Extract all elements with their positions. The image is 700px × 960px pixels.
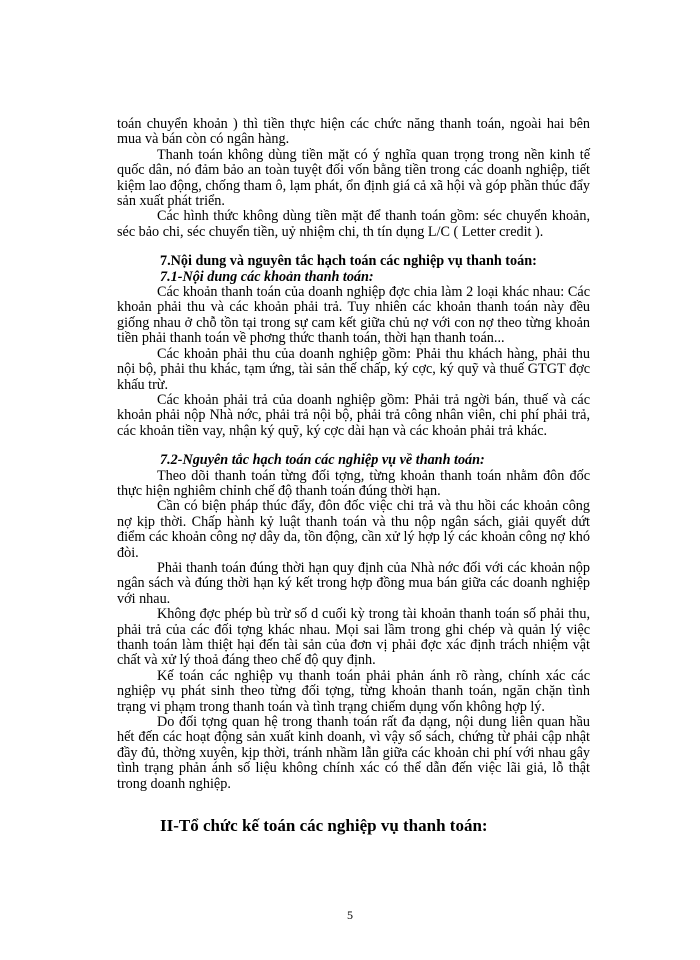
paragraph: Không đợc phép bù trừ số d cuối kỳ trong tài khoản thanh toán số phải thu, phải trả của các đối tợng khác nhau. Mọi sai lầm trong ghi chép và quản lý việc thanh toán làm thiệt hại đến tài sản của đơn vị phải đợc xác định trách nhiệm vật chất và xử lý thoả đáng theo chế độ quy định. — [117, 606, 590, 669]
page-number: 5 — [347, 908, 353, 922]
paragraph: Các khoản thanh toán của doanh nghiệp đợc chia làm 2 loại khác nhau: Các khoản phải thu và các khoản phải trả. Tuy nhiên các khoản thanh toán này đều giống nhau ở chỗ tồn tại trong sự cam kết giữa chủ nợ với con nợ theo từng khoản tiền phải thanh toán về phơng thức thanh toán, thời hạn thanh toán... — [117, 284, 590, 347]
paragraph: Cần có biện pháp thúc đẩy, đôn đốc việc chi trả và thu hồi các khoản công nợ kịp thời. Chấp hành kỷ luật thanh toán và thu nộp ngân sách, giải quyết dứt điểm các khoản công nợ dây da, tồn động, cần xử lý hợp lý các khoản công nợ khó đòi. — [117, 498, 590, 561]
chapter-heading: II-Tổ chức kế toán các nghiệp vụ thanh toán: — [160, 816, 488, 836]
paragraph: Các khoản phải thu của doanh nghiệp gồm: Phải thu khách hàng, phải thu nội bộ, phải thu khác, tạm ứng, tài sản thế chấp, ký cợc, ký quỹ và thuế GTGT đợc khấu trừ. — [117, 345, 590, 393]
paragraph: Các khoản phải trả của doanh nghiệp gồm: Phải trả ngời bán, thuế và các khoản phải nộp Nhà nớc, phải trả nội bộ, phải trả công nhân viên, chi phí phải trả, các khoản tiền vay, nhận ký quỹ, ký cợc dài hạn và các khoản phải trả khác. — [117, 391, 590, 439]
paragraph: toán chuyển khoản ) thì tiền thực hiện các chức năng thanh toán, ngoài hai bên mua và bán còn có ngân hàng. — [117, 116, 590, 148]
paragraph: Theo dõi thanh toán từng đối tợng, từng khoản thanh toán nhằm đôn đốc thực hiện nghiêm chỉnh chế độ thanh toán đúng thời hạn. — [117, 467, 590, 499]
paragraph: Thanh toán không dùng tiền mặt có ý nghĩa quan trọng trong nền kinh tế quốc dân, nó đảm bảo an toàn tuyệt đối vốn bằng tiền trong các doanh nghiệp, tiết kiệm lao động, chống tham ô, lạm phát, ổn định giá cả xã hội và góp phần thúc đẩy sản xuất phát triển. — [117, 146, 590, 210]
subsection-heading: 7.2-Nguyên tắc hạch toán các nghiệp vụ về thanh toán: — [160, 452, 485, 469]
paragraph: Phải thanh toán đúng thời hạn quy định của Nhà nớc đối với các khoản nộp ngân sách và đúng thời hạn ký kết trong hợp đồng mua bán giữa các doanh nghiệp với nhau. — [117, 559, 590, 607]
paragraph: Kế toán các nghiệp vụ thanh toán phải phản ánh rõ ràng, chính xác các nghiệp vụ phát sinh theo từng đối tợng, từng khoản thanh toán, ngăn chặn tình trạng vi phạm trong thanh toán và tình trạng chiếm dụng vốn không hợp lý. — [117, 667, 590, 715]
page-body — [117, 117, 590, 836]
paragraph: Các hình thức không dùng tiền mặt để thanh toán gồm: séc chuyển khoản, séc bảo chi, séc chuyển tiền, uỷ nhiệm chi, th tín dụng L/C ( Letter credit ). — [117, 208, 590, 240]
section-heading: 7.Nội dung và nguyên tắc hạch toán các nghiệp vụ thanh toán: — [160, 253, 537, 270]
paragraph: Do đối tợng quan hệ trong thanh toán rất đa dạng, nội dung liên quan hầu hết đến các hoạt động sản xuất kinh doanh, vì vậy sổ sách, chứng từ phải cập nhật đầy đủ, thờng xuyên, kịp thời, tránh nhầm lẫn giữa các khoản chi phí với nhau gây tình trạng phản ánh số liệu không chính xác có thể dẫn đến việc lãi giả, lỗ thật trong doanh nghiệp. — [117, 714, 590, 792]
subsection-heading: 7.1-Nội dung các khoản thanh toán: — [160, 268, 374, 285]
